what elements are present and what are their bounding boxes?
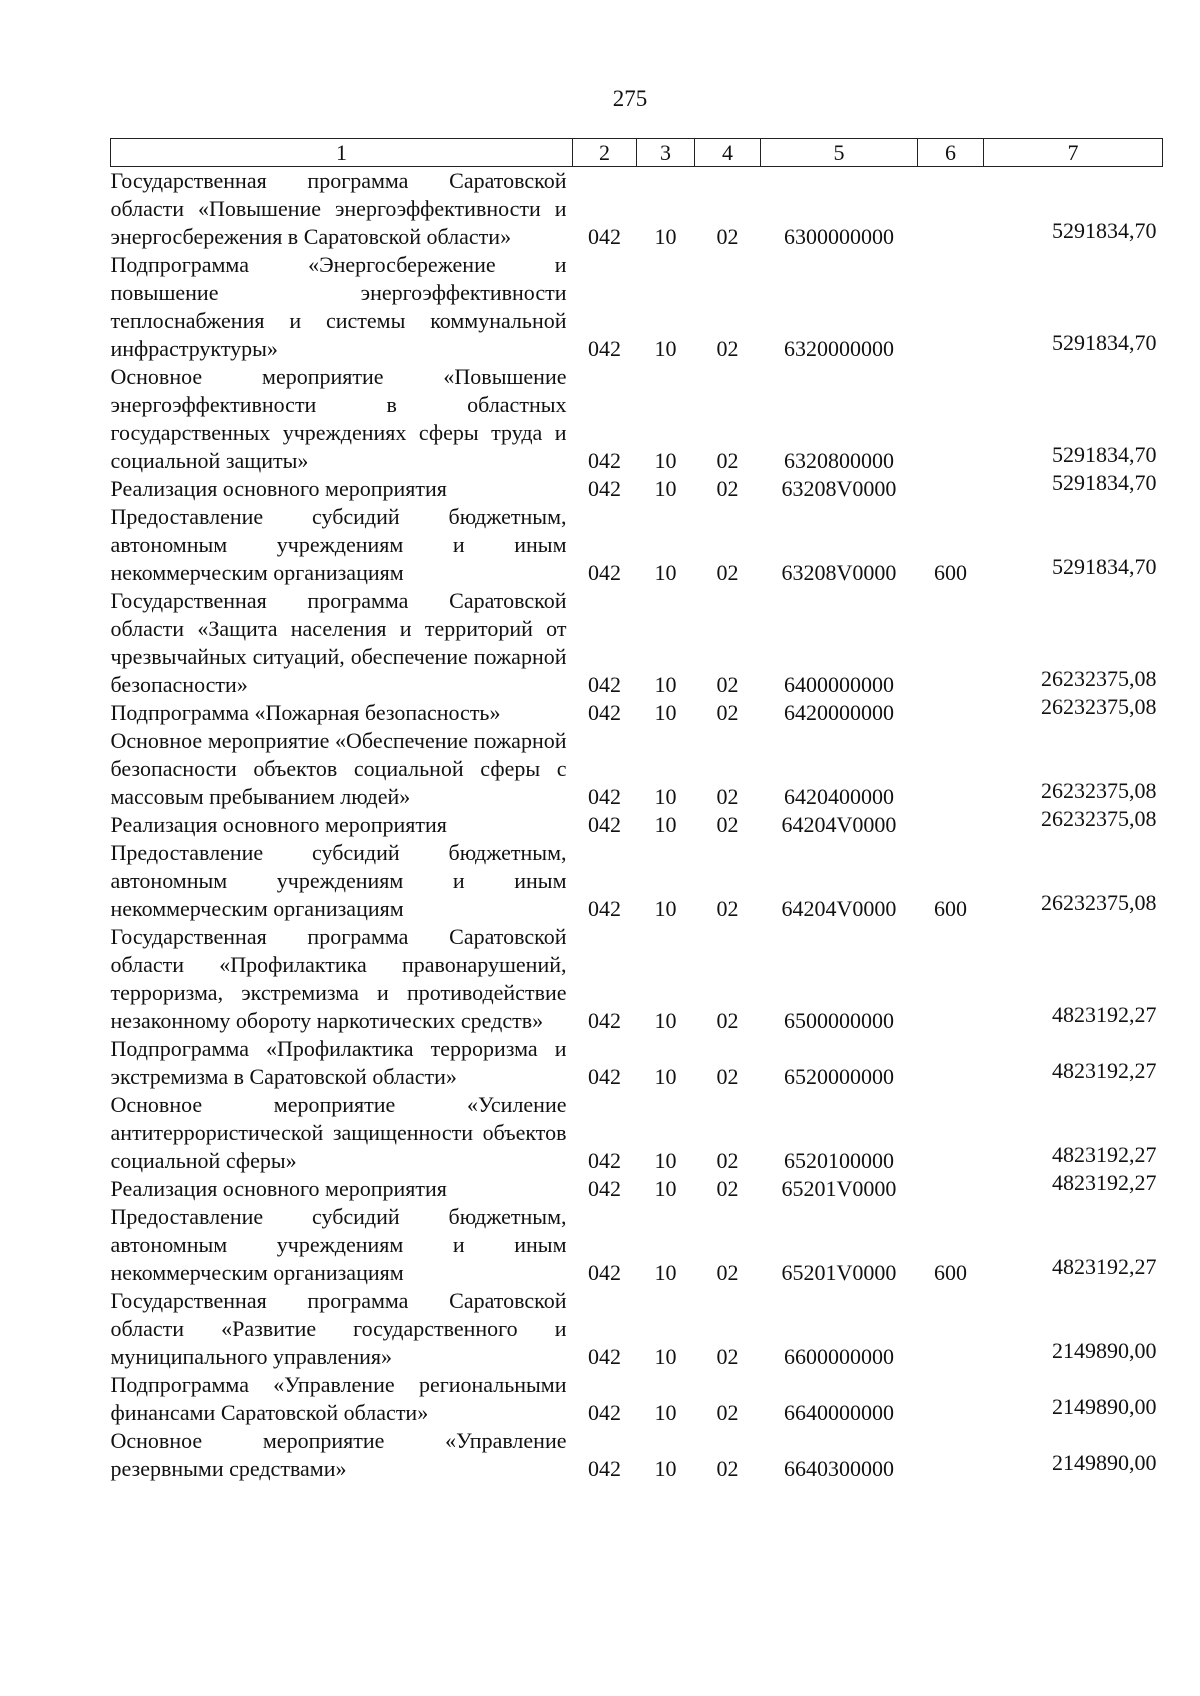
- row-col-3: 10: [654, 812, 677, 837]
- table-row: [111, 1091, 1163, 1175]
- row-col-2: 042: [588, 1456, 621, 1481]
- row-col-2: 042: [588, 784, 621, 809]
- row-name: Подпрограмма «Профилактика терроризма и экстремизма в Саратовской области»: [110, 1036, 567, 1089]
- header-col-4: 4: [695, 139, 761, 167]
- row-col-7: [984, 1427, 1163, 1483]
- row-name: Государственная программа Саратовской области «Повышение энергоэффективности и энергосбережения в Саратовской области»: [110, 168, 567, 249]
- row-col-4: 02: [716, 224, 739, 249]
- row-sum-value: 26232375,08: [1041, 694, 1157, 719]
- row-name: Предоставление субсидий бюджетным, автономным учреждениям и иным некоммерческим организациям: [110, 504, 567, 585]
- row-col-5: 6520000000: [784, 1064, 894, 1089]
- row-col-3: 10: [654, 336, 677, 361]
- row-col-2: 042: [588, 1064, 621, 1089]
- table-row: [111, 1287, 1163, 1371]
- table-row: [111, 363, 1163, 475]
- row-col-6: [918, 251, 984, 363]
- header-col-1: 1: [111, 139, 573, 167]
- row-col-5: 64204V0000: [781, 812, 897, 837]
- row-col-3: 10: [654, 1008, 677, 1033]
- row-col-6: [918, 727, 984, 811]
- row-col-4: 02: [716, 476, 739, 501]
- row-col-5: 64204V0000: [781, 896, 897, 921]
- row-col-6: [918, 587, 984, 699]
- table-row: [111, 839, 1163, 923]
- row-col-4: 02: [716, 1400, 739, 1425]
- row-col-5: 6640000000: [784, 1400, 894, 1425]
- row-name: Основное мероприятие «Обеспечение пожарной безопасности объектов социальной сферы с массовым пребыванием людей»: [110, 728, 567, 809]
- row-col-5: 6600000000: [784, 1344, 894, 1369]
- row-col-2: 042: [588, 1260, 621, 1285]
- row-col-7: [984, 923, 1163, 1035]
- page-number: 275: [612, 86, 648, 111]
- row-col-7: [984, 167, 1163, 252]
- row-col-3: 10: [654, 476, 677, 501]
- row-sum-value: 26232375,08: [1041, 778, 1157, 803]
- table-row: [111, 1427, 1163, 1483]
- row-col-3: 10: [654, 224, 677, 249]
- row-sum-value: 4823192,27: [1052, 1142, 1157, 1167]
- row-name: Реализация основного мероприятия: [110, 476, 447, 501]
- row-col-2: 042: [588, 336, 621, 361]
- row-col-5: 6420400000: [784, 784, 894, 809]
- row-col-3: 10: [654, 1260, 677, 1285]
- row-sum-value: 4823192,27: [1052, 1254, 1157, 1279]
- row-col-5: 63208V0000: [781, 476, 897, 501]
- row-name: Основное мероприятие «Усиление антитеррористической защищенности объектов социальной сферы»: [110, 1092, 567, 1173]
- row-col-7: [984, 251, 1163, 363]
- row-col-4: 02: [716, 1260, 739, 1285]
- row-col-2: 042: [588, 1176, 621, 1201]
- row-col-5: 6520100000: [784, 1148, 894, 1173]
- row-col-2: 042: [588, 812, 621, 837]
- row-name: Государственная программа Саратовской области «Развитие государственного и муниципального управления»: [110, 1288, 567, 1369]
- row-col-3: 10: [654, 1064, 677, 1089]
- table-row: [111, 503, 1163, 587]
- row-col-7: [984, 470, 1163, 503]
- table-row: [111, 923, 1163, 1035]
- row-col-5: 6500000000: [784, 1008, 894, 1033]
- header-col-6: 6: [918, 139, 984, 167]
- row-col-2: 042: [588, 224, 621, 249]
- row-col-7: [984, 1371, 1163, 1427]
- row-col-4: 02: [716, 896, 739, 921]
- table-row: [111, 1203, 1163, 1287]
- table-row: [111, 587, 1163, 699]
- row-col-4: 02: [716, 336, 739, 361]
- row-col-6: [918, 1287, 984, 1371]
- row-col-6: [918, 923, 984, 1035]
- table-row: [111, 475, 1163, 503]
- row-name: Реализация основного мероприятия: [110, 812, 447, 837]
- budget-table: [110, 138, 1163, 1483]
- table-row: [111, 699, 1163, 727]
- table-body: [111, 167, 1163, 1484]
- row-col-7: [984, 1287, 1163, 1371]
- row-col-6: [918, 1175, 984, 1203]
- row-col-4: 02: [716, 560, 739, 585]
- row-col-6: [918, 167, 984, 252]
- header-col-5: 5: [761, 139, 918, 167]
- table-header-row: [111, 139, 1163, 167]
- row-col-3: 10: [654, 1400, 677, 1425]
- row-col-6: [918, 475, 984, 503]
- row-col-6: [918, 811, 984, 839]
- row-col-2: 042: [588, 1400, 621, 1425]
- row-col-7: [984, 806, 1163, 839]
- row-col-3: 10: [654, 700, 677, 725]
- row-col-5: 6320800000: [784, 448, 894, 473]
- row-col-2: 042: [588, 476, 621, 501]
- table-row: [111, 167, 1163, 252]
- row-col-7: [984, 694, 1163, 727]
- row-col-3: 10: [654, 672, 677, 697]
- row-col-6: [918, 1427, 984, 1483]
- row-col-7: [984, 839, 1163, 923]
- header-col-7: 7: [984, 139, 1163, 167]
- row-col-6: [918, 1091, 984, 1175]
- row-col-2: 042: [588, 1344, 621, 1369]
- row-col-7: [984, 1203, 1163, 1287]
- row-col-3: 10: [654, 448, 677, 473]
- row-col-2: 042: [588, 560, 621, 585]
- row-name: Предоставление субсидий бюджетным, автономным учреждениям и иным некоммерческим организациям: [110, 1204, 567, 1285]
- row-col-2: 042: [588, 896, 621, 921]
- row-col-5: 6640300000: [784, 1456, 894, 1481]
- row-sum-value: 26232375,08: [1041, 890, 1157, 915]
- table-row: [111, 1035, 1163, 1091]
- table-row: [111, 1371, 1163, 1427]
- row-col-2: 042: [588, 448, 621, 473]
- row-col-4: 02: [716, 1176, 739, 1201]
- row-col-6: 600: [934, 896, 967, 921]
- row-col-6: 600: [934, 1260, 967, 1285]
- row-col-6: [918, 699, 984, 727]
- row-col-3: 10: [654, 1148, 677, 1173]
- row-name: Подпрограмма «Энергосбережение и повышение энергоэффективности теплоснабжения и системы коммунальной инфраструктуры»: [110, 252, 567, 361]
- table-row: [111, 727, 1163, 811]
- row-sum-value: 5291834,70: [1052, 554, 1157, 579]
- row-col-4: 02: [716, 812, 739, 837]
- row-col-4: 02: [716, 1344, 739, 1369]
- row-col-5: 6320000000: [784, 336, 894, 361]
- row-name: Подпрограмма «Пожарная безопасность»: [110, 700, 501, 725]
- row-name: Подпрограмма «Управление региональными финансами Саратовской области»: [110, 1372, 567, 1425]
- row-col-7: [984, 587, 1163, 699]
- row-col-3: 10: [654, 784, 677, 809]
- header-col-3: 3: [637, 139, 695, 167]
- row-col-2: 042: [588, 1148, 621, 1173]
- row-name: Основное мероприятие «Повышение энергоэффективности в областных государственных учреждениях сферы труда и социальной защиты»: [110, 364, 567, 473]
- row-col-2: 042: [588, 700, 621, 725]
- row-col-4: 02: [716, 672, 739, 697]
- row-col-5: 6420000000: [784, 700, 894, 725]
- row-col-4: 02: [716, 1008, 739, 1033]
- row-col-3: 10: [654, 896, 677, 921]
- row-col-7: [984, 503, 1163, 587]
- row-col-6: [918, 363, 984, 475]
- row-col-4: 02: [716, 448, 739, 473]
- row-col-5: 63208V0000: [781, 560, 897, 585]
- row-col-2: 042: [588, 1008, 621, 1033]
- row-sum-value: 26232375,08: [1041, 666, 1157, 691]
- row-sum-value: 5291834,70: [1052, 442, 1157, 467]
- table-row: [111, 251, 1163, 363]
- row-sum-value: 4823192,27: [1052, 1170, 1157, 1195]
- row-col-5: 6300000000: [784, 224, 894, 249]
- row-col-4: 02: [716, 784, 739, 809]
- row-col-5: 65201V0000: [781, 1260, 897, 1285]
- row-sum-value: 2149890,00: [1052, 1338, 1157, 1363]
- row-col-4: 02: [716, 700, 739, 725]
- row-col-6: [918, 1371, 984, 1427]
- row-col-5: 6400000000: [784, 672, 894, 697]
- row-col-3: 10: [654, 1456, 677, 1481]
- table-row: [111, 1175, 1163, 1203]
- row-name: Государственная программа Саратовской области «Защита населения и территорий от чрезвычайных ситуаций, обеспечение пожарной безопасности»: [110, 588, 567, 697]
- row-col-4: 02: [716, 1456, 739, 1481]
- row-name: Государственная программа Саратовской области «Профилактика правонарушений, терроризма, экстремизма и противодействие незаконному обороту наркотических средств»: [110, 924, 567, 1033]
- row-sum-value: 26232375,08: [1041, 806, 1157, 831]
- row-col-2: 042: [588, 672, 621, 697]
- row-sum-value: 5291834,70: [1052, 470, 1157, 495]
- row-col-3: 10: [654, 1176, 677, 1201]
- table-row: [111, 811, 1163, 839]
- row-col-3: 10: [654, 1344, 677, 1369]
- row-name: Основное мероприятие «Управление резервными средствами»: [110, 1428, 567, 1481]
- row-col-7: [984, 727, 1163, 811]
- row-col-7: [984, 363, 1163, 475]
- row-col-3: 10: [654, 560, 677, 585]
- row-sum-value: 2149890,00: [1052, 1394, 1157, 1419]
- row-col-6: 600: [934, 560, 967, 585]
- row-col-4: 02: [716, 1064, 739, 1089]
- row-sum-value: 5291834,70: [1052, 330, 1157, 355]
- row-sum-value: 2149890,00: [1052, 1450, 1157, 1475]
- row-col-7: [984, 1035, 1163, 1091]
- row-col-5: 65201V0000: [781, 1176, 897, 1201]
- row-sum-value: 4823192,27: [1052, 1002, 1157, 1027]
- row-sum-value: 4823192,27: [1052, 1058, 1157, 1083]
- row-sum-value: 5291834,70: [1052, 218, 1157, 243]
- row-col-6: [918, 1035, 984, 1091]
- row-col-7: [984, 1091, 1163, 1175]
- row-name: Предоставление субсидий бюджетным, автономным учреждениям и иным некоммерческим организациям: [110, 840, 567, 921]
- row-col-4: 02: [716, 1148, 739, 1173]
- row-name: Реализация основного мероприятия: [110, 1176, 447, 1201]
- header-col-2: 2: [573, 139, 637, 167]
- row-col-7: [984, 1170, 1163, 1203]
